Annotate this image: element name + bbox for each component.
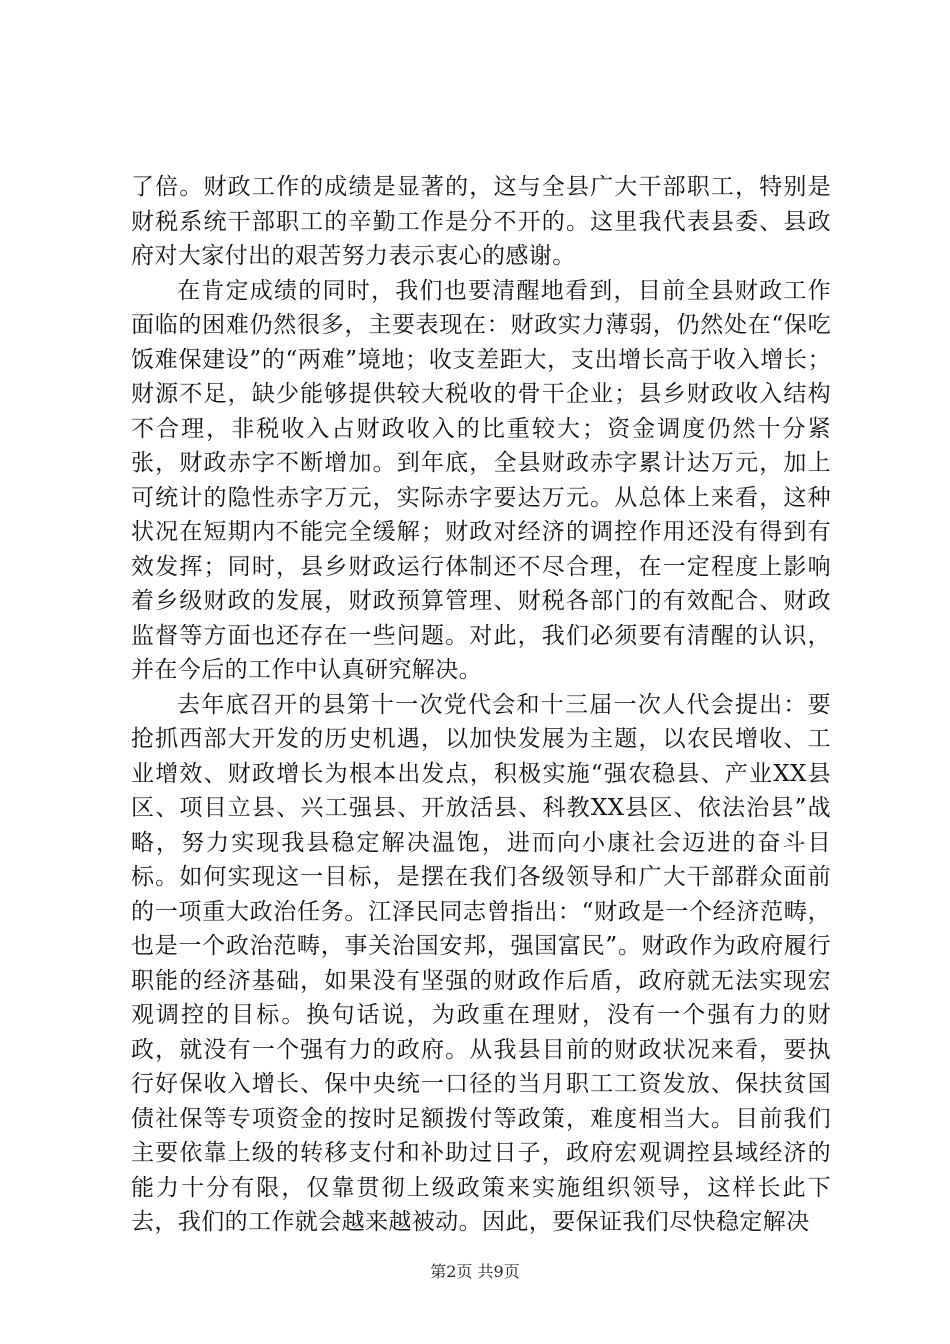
document-body xyxy=(131,170,831,1240)
paragraph-goals: 去年底召开的县第十一次党代会和十三届一次人代会提出：要抢抓西部大开发的历史机遇，以加快发展为主题，以农民增收、工业增效、财政增长为根本出发点，积极实施“强农稳县、产业XX县区、项目立县、兴工强县、开放活县、科教XX县区、依法治县”战略，努力实现我县稳定解决温饱，进而向小康社会迈进的奋斗目标。如何实现这一目标，是摆在我们各级领导和广大干部群众面前的一项重大政治任务。江泽民同志曾指出：“财政是一个经济范畴，也是一个政治范畴，事关治国安邦，强国富民”。财政作为政府履行职能的经济基础，如果没有坚强的财政作后盾，政府就无法实现宏观调控的目标。换句话说，为政重在理财，没有一个强有力的财政，就没有一个强有力的政府。从我县目前的财政状况来看，要执行好保收入增长、保中央统一口径的当月职工工资发放、保扶贫国债社保等专项资金的按时足额拨付等政策，难度相当大。目前我们主要依靠上级的转移支付和补助过日子，政府宏观调控县域经济的能力十分有限，仅靠贯彻上级政策来实施组织领导，这样长此下去，我们的工作就会越来越被动。因此，要保证我们尽快稳定解决 xyxy=(131,691,831,1235)
paragraph-continuation: 了倍。财政工作的成绩是显著的，这与全县广大干部职工，特别是财税系统干部职工的辛勤工作是分不开的。这里我代表县委、县政府对大家付出的艰苦努力表示衷心的感谢。 xyxy=(131,174,831,269)
paragraph-difficulties: 在肯定成绩的同时，我们也要清醒地看到，目前全县财政工作面临的困难仍然很多，主要表现在：财政实力薄弱，仍然处在“保吃饭难保建设”的“两难”境地；收支差距大，支出增长高于收入增长；财源不足，缺少能够提供较大税收的骨干企业；县乡财政收入结构不合理，非税收入占财政收入的比重较大；资金调度仍然十分紧张，财政赤字不断增加。到年底，全县财政赤字累计达万元，加上可统计的隐性赤字万元，实际赤字要达万元。从总体上来看，这种状况在短期内不能完全缓解；财政对经济的调控作用还没有得到有效发挥；同时，县乡财政运行体制还不尽合理，在一定程度上影响着乡级财政的发展，财政预算管理、财税各部门的有效配合、财政监督等方面也还存在一些问题。对此，我们必须要有清醒的认识，并在今后的工作中认真研究解决。 xyxy=(131,277,831,683)
page-footer: 第2页 共9页 xyxy=(430,1262,520,1281)
